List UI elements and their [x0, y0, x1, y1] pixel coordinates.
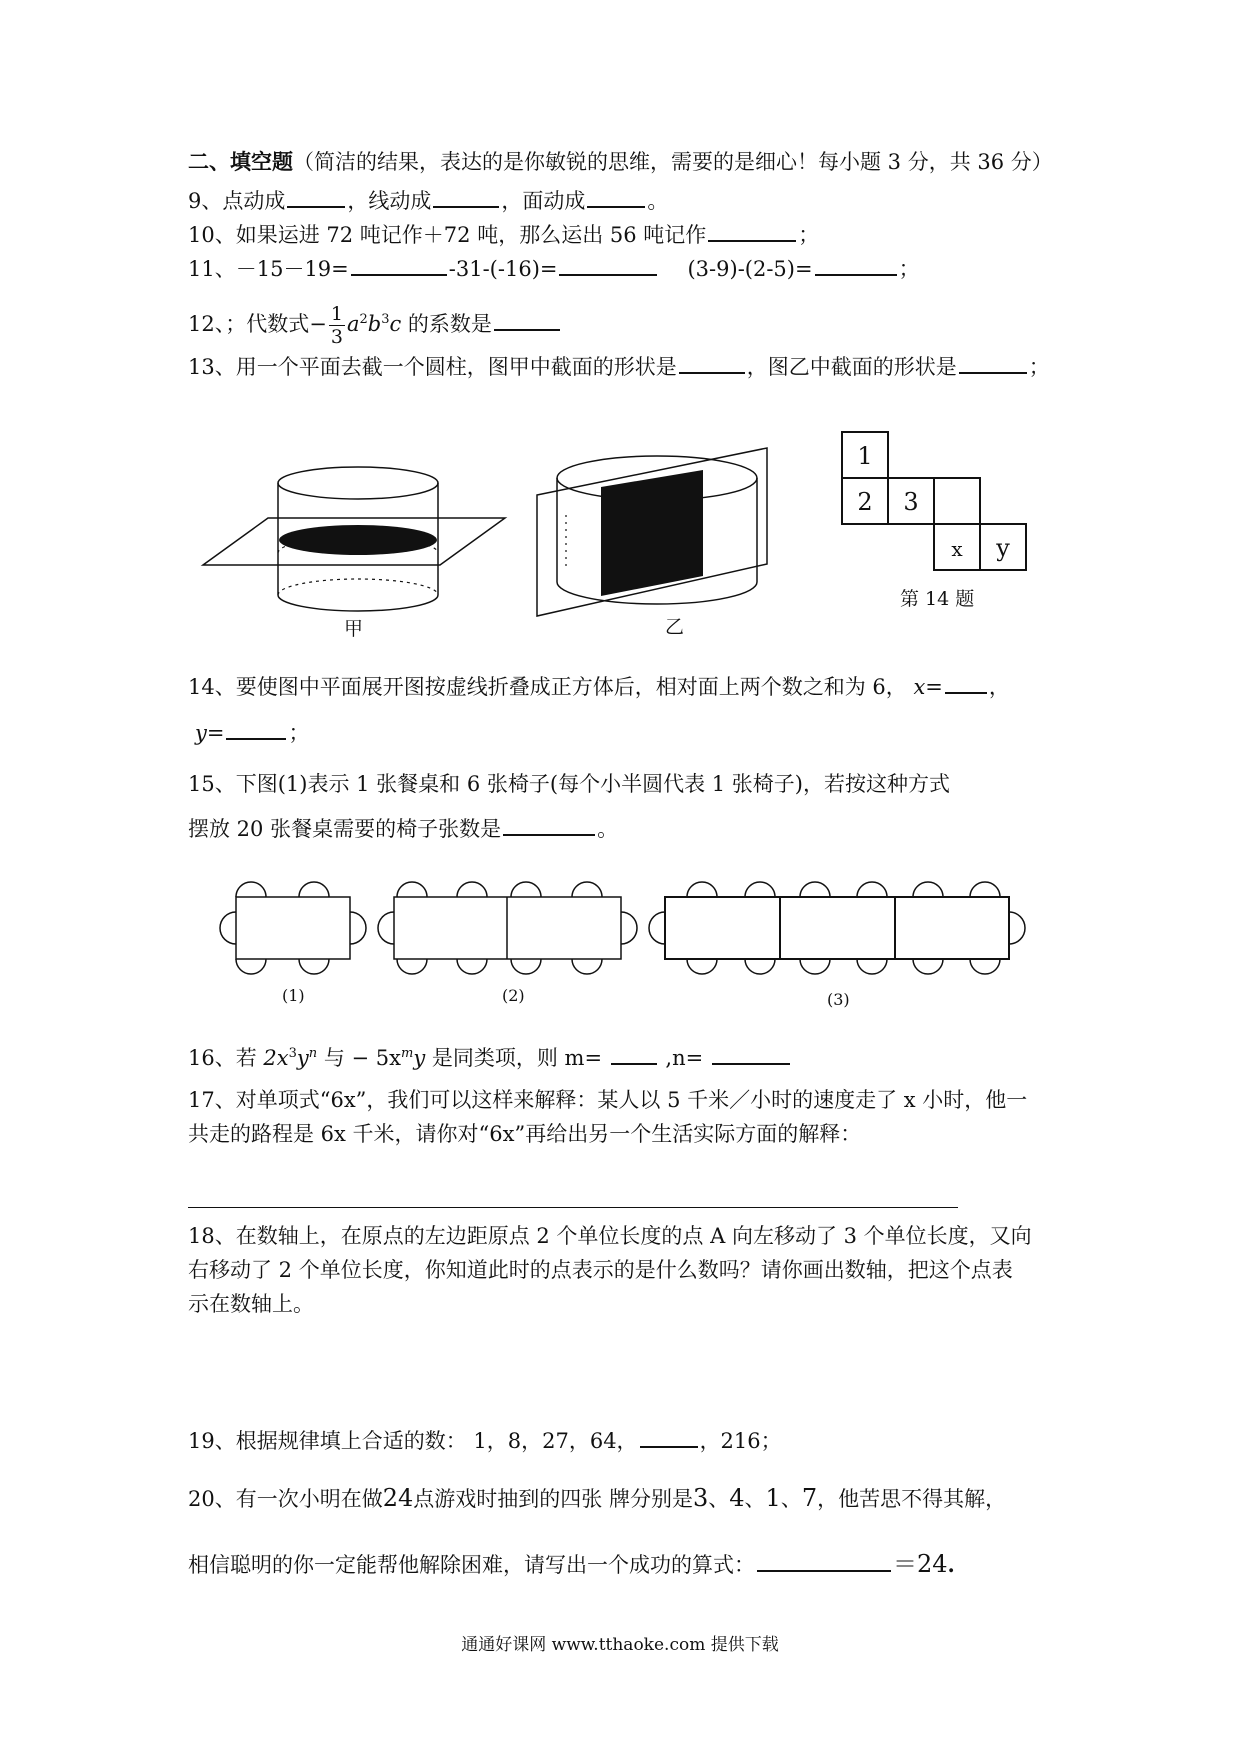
answer-blank[interactable]: [587, 186, 645, 208]
tables-figure: [215, 875, 1035, 1005]
figure-label-jia: 甲: [344, 618, 364, 640]
question-9: 9、点动成 ，线动成 ，面动成 。: [188, 186, 668, 215]
table-label: (3): [827, 990, 850, 1009]
question-14-y: y= ；: [195, 718, 309, 747]
section-note: （简洁的结果，表达的是你敏锐的思维，需要的是细心！每小题 3 分，共 36 分）: [293, 150, 1053, 174]
question-19: 19、根据规律填上合适的数： 1，8，27，64， ，216；: [188, 1426, 782, 1455]
answer-blank[interactable]: [287, 186, 345, 208]
answer-line[interactable]: [188, 1207, 958, 1208]
answer-blank[interactable]: [945, 672, 987, 694]
question-18-line2: 右移动了 2 个单位长度，你知道此时的点表示的是什么数吗？请你画出数轴，把这个点表: [188, 1258, 1013, 1282]
section-title: 二、填空题: [188, 149, 293, 174]
section-header: [188, 148, 1053, 176]
question-20-line2: 相信聪明的你一定能帮他解除困难，请写出一个成功的算式： ＝24.: [188, 1550, 955, 1578]
cube-face-label: y: [996, 534, 1010, 562]
answer-blank[interactable]: [757, 1550, 891, 1572]
question-20: 20、有一次小明在做24点游戏时抽到的四张 牌分别是3、4、1、7，他苦思不得其解，: [188, 1484, 1007, 1512]
answer-blank[interactable]: [679, 352, 745, 374]
answer-blank[interactable]: [351, 254, 447, 276]
cube-face-label: 1: [857, 442, 873, 470]
answer-blank[interactable]: [815, 254, 897, 276]
cylinder-figure-yi: [535, 440, 775, 630]
answer-blank[interactable]: [712, 1043, 790, 1065]
answer-blank[interactable]: [433, 186, 499, 208]
question-14: 14、要使图中平面展开图按虚线折叠成正方体后，相对面上两个数之和为 6， x= ，: [188, 672, 1010, 701]
question-18-line3: 示在数轴上。: [188, 1292, 314, 1316]
question-15-line2: 摆放 20 张餐桌需要的椅子张数是 。: [188, 814, 618, 843]
answer-blank[interactable]: [503, 814, 595, 836]
question-17-line2: 共走的路程是 6x 千米，请你对“6x”再给出另一个生活实际方面的解释：: [188, 1122, 862, 1146]
cube-face-label: 2: [857, 488, 873, 516]
answer-blank[interactable]: [640, 1426, 698, 1448]
table-label: (2): [502, 986, 525, 1005]
fraction: $\frac{1}{3}$: [330, 303, 343, 348]
cube-face-label: 3: [903, 488, 919, 516]
answer-blank[interactable]: [226, 718, 286, 740]
question-11: 11、－15－19= -31-(-16)= (3-9)-(2-5)= ；: [188, 254, 920, 283]
answer-blank[interactable]: [611, 1043, 657, 1065]
cube-face-label: x: [951, 537, 963, 561]
question-16: 16、若 $2x^3y^n$ 与 − $5x^my$ 是同类项，则 m= ,n=: [188, 1040, 792, 1072]
cube-caption: 第 14 题: [900, 588, 975, 610]
answer-blank[interactable]: [708, 220, 796, 242]
question-13: 13、用一个平面去截一个圆柱，图甲中截面的形状是 ，图乙中截面的形状是 ；: [188, 352, 1050, 381]
question-17: 17、对单项式“6x”，我们可以这样来解释：某人以 5 千米／小时的速度走了 x 小时，他一: [188, 1088, 1028, 1112]
answer-blank[interactable]: [559, 254, 657, 276]
figure-label-yi: 乙: [665, 616, 685, 638]
question-15: 15、下图(1)表示 1 张餐桌和 6 张椅子(每个小半圆代表 1 张椅子)，若按这种方式: [188, 772, 950, 796]
answer-blank[interactable]: [959, 352, 1027, 374]
question-12: 12、；代数式− $\frac{1}{3}$ $a^2b^3c$ 的系数是: [188, 292, 562, 352]
question-18: 18、在数轴上，在原点的左边距原点 2 个单位长度的点 A 向左移动了 3 个单位长度，又向: [188, 1224, 1032, 1248]
page-footer: 通通好课网 www.tthaoke.com 提供下载: [461, 1635, 779, 1655]
answer-blank[interactable]: [494, 309, 560, 331]
question-10: 10、如果运进 72 吨记作＋72 吨，那么运出 56 吨记作 ；: [188, 220, 819, 249]
cube-net-figure: [840, 430, 1040, 580]
table-label: (1): [282, 986, 305, 1005]
